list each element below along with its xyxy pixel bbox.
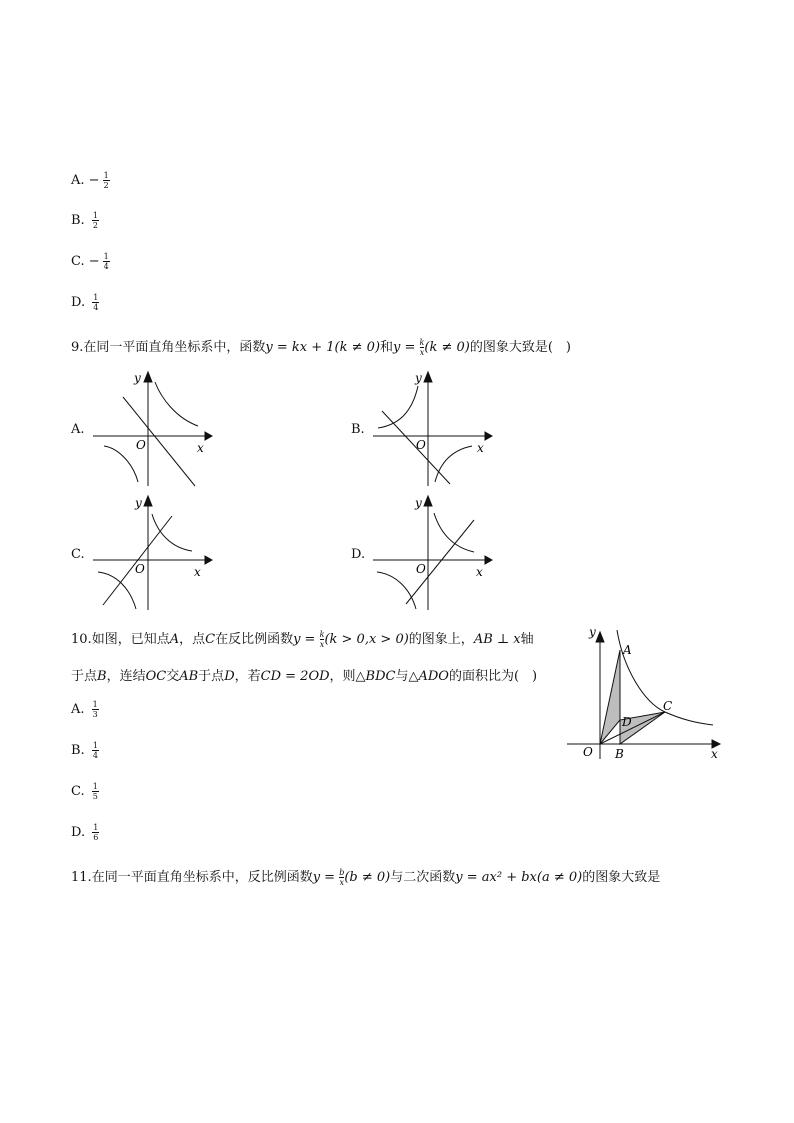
segment-oc: OC (145, 669, 167, 684)
minus-sign: − (88, 173, 100, 188)
point-c: C (205, 632, 216, 647)
triangle-bdc: △BDC (355, 669, 396, 684)
option-letter: D. (71, 295, 86, 310)
svg-text:x: x (477, 441, 484, 455)
svg-text:O: O (416, 562, 426, 576)
stem-text: 在反比例函数 (215, 632, 294, 647)
option-letter: A. (71, 702, 85, 717)
triangle-ado: △ADO (408, 669, 449, 684)
origin-label: O (136, 438, 146, 452)
fraction-k-over-x: $\frac{k}{x}$ (419, 338, 425, 357)
q9-stem (71, 336, 571, 357)
fraction: $\frac{1}{4}$ (92, 741, 98, 760)
fig-label-y: y (589, 625, 596, 639)
fig-label-c: C (663, 699, 673, 713)
hyperbola-branch-1 (434, 513, 474, 552)
stem-text: 在同一平面直角坐标系中，函数 (83, 340, 266, 355)
fraction: $\frac{1}{4}$ (103, 252, 109, 271)
fraction: $\frac{1}{6}$ (93, 823, 99, 842)
q10-stem-line2 (71, 665, 537, 684)
fraction-b-over-x: $\frac{b}{x}$ (339, 868, 345, 887)
y-label: y (134, 371, 141, 385)
q10-figure (565, 622, 725, 762)
option-letter: B. (71, 213, 85, 228)
hyperbola-branch-2 (435, 446, 472, 482)
q9-option-a-label[interactable]: A. (71, 422, 85, 437)
stem-text: 于点 (71, 669, 98, 684)
stem-text: 交 (166, 669, 180, 684)
q10-option-d[interactable] (71, 823, 99, 842)
q9-graph-d[interactable] (368, 492, 493, 614)
stem-text: ，连结 (106, 669, 146, 684)
q9-option-c-label[interactable]: C. (71, 547, 85, 562)
option-letter: C. (71, 254, 85, 269)
fig-label-b: B (615, 747, 624, 761)
option-letter: C. (71, 784, 85, 799)
stem-text: 与二次函数 (390, 870, 456, 885)
fraction: $\frac{1}{4}$ (93, 293, 99, 312)
option-letter: B. (71, 743, 85, 758)
x-label: x (197, 441, 204, 455)
triangle-ado-shade (600, 650, 620, 744)
svg-text:O: O (135, 562, 145, 576)
y-axis-arrow (596, 632, 604, 642)
q9-graph-c[interactable] (88, 492, 213, 614)
hyperbola-branch-1 (378, 386, 418, 428)
linear-expression: y = kx + 1(k ≠ 0) (265, 340, 381, 355)
stem-text: 的图象大致是( ) (469, 340, 572, 355)
line-graph (123, 397, 195, 486)
option-letter: A. (71, 173, 85, 188)
stem-text: 在同一平面直角坐标系中，反比例函数 (91, 870, 313, 885)
x-axis-arrow (205, 432, 212, 440)
svg-text:x: x (194, 565, 201, 579)
fig-label-a: A (623, 643, 632, 657)
svg-text:y: y (415, 496, 422, 510)
fraction-k-over-x: $\frac{k}{x}$ (319, 630, 325, 649)
q10-stem-line1 (71, 628, 534, 649)
q9-option-d-label[interactable]: D. (351, 547, 366, 562)
stem-text: 于点 (198, 669, 225, 684)
stem-text: 的图象大致是 (582, 870, 661, 885)
fraction: $\frac{1}{2}$ (103, 171, 109, 190)
q10-option-c[interactable] (71, 782, 99, 801)
y-axis-arrow (144, 372, 152, 382)
hyperbola-branch-1 (152, 514, 192, 551)
fig-label-x: x (711, 747, 718, 761)
fig-label-o: O (583, 745, 593, 759)
svg-text:x: x (476, 565, 483, 579)
stem-text: 的面积比为( ) (448, 669, 538, 684)
stem-text: 与 (395, 669, 409, 684)
fig-label-d: D (622, 715, 632, 729)
quadratic-expression: y = ax² + bx(a ≠ 0) (455, 870, 583, 885)
expression-tail: (k > 0,x > 0) (324, 632, 409, 647)
expression-y: y = (393, 340, 420, 355)
stem-text: ，若 (234, 669, 261, 684)
stem-text: 和 (380, 340, 394, 355)
minus-sign: − (88, 254, 100, 269)
option-letter: D. (71, 825, 86, 840)
q8-option-c[interactable] (71, 252, 110, 271)
hyperbola-branch-2 (377, 572, 416, 609)
svg-text:y: y (135, 496, 142, 510)
fraction: $\frac{1}{5}$ (92, 782, 98, 801)
svg-text:y: y (415, 371, 422, 385)
point-d: D (224, 669, 235, 684)
ab-perp-x: AB ⊥ x (473, 632, 521, 647)
q11-stem (71, 866, 660, 887)
expression-y: y = (293, 632, 320, 647)
fraction: $\frac{1}{2}$ (92, 211, 98, 230)
expression-y: y = (312, 870, 340, 885)
condition-cd: CD = 2OD (260, 669, 330, 684)
hyperbola-branch-2 (104, 446, 138, 482)
stem-text: 的图象上， (408, 632, 474, 647)
svg-text:O: O (416, 438, 426, 452)
q8-option-a[interactable] (71, 171, 110, 190)
fraction: $\frac{1}{3}$ (92, 700, 98, 719)
q10-option-a[interactable] (71, 700, 99, 719)
stem-text: ，则 (329, 669, 356, 684)
q9-option-b-label[interactable]: B. (351, 422, 365, 437)
stem-text: 如图，已知点 (91, 632, 170, 647)
point-b: B (97, 669, 107, 684)
question-number: 10. (71, 632, 92, 647)
expression-tail: (b ≠ 0) (344, 870, 391, 885)
q10-option-b[interactable] (71, 741, 99, 760)
q9-graph-b[interactable] (368, 368, 493, 490)
stem-text: ，点 (179, 632, 206, 647)
hyperbola-branch-1 (155, 382, 198, 426)
question-number: 11. (71, 870, 92, 885)
q8-option-d[interactable] (71, 293, 99, 312)
question-number: 9. (71, 340, 84, 355)
point-a: A (169, 632, 180, 647)
expression-tail: (k ≠ 0) (424, 340, 470, 355)
segment-ab: AB (179, 669, 199, 684)
q9-graph-a[interactable] (88, 368, 213, 490)
q8-option-b[interactable] (71, 211, 99, 230)
stem-text: 轴 (520, 632, 534, 647)
